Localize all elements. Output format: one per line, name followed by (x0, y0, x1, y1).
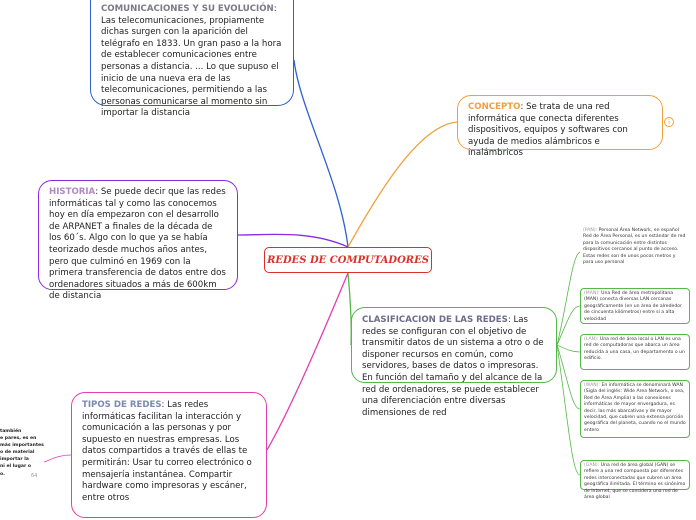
connector-comunicaciones (294, 60, 348, 247)
side-fragment-number: 64 (31, 473, 38, 479)
node-historia[interactable] (38, 180, 238, 302)
connector-concepto (348, 122, 457, 247)
side-fragment-line: e pares, es en (0, 436, 37, 442)
node-clasificacion[interactable] (351, 307, 557, 418)
subnode-gan[interactable] (580, 460, 690, 501)
node-tipos-body: : Las redes informáticas facilitan la interacción y comunicación a las personas y por supuesto en nuestras empresas. Los datos compartidos a través de ellas te permitirán: Usar tu correo electrónico o mensajería instantánea. Compartir hardware como impresoras y escáner, entre otros (82, 400, 252, 503)
connector-historia (238, 234, 348, 247)
node-clasificacion-body: : Las redes se configuran con el objetivo de transmitir datos de un sistema a otro o de disponer recursos en común, como servidores, bases de datos o impresoras. En función del tamaño y del alcance de la red de ordenadores, se puede establecer una diferenciación entre diversas dimensiones de red (362, 315, 544, 418)
subnode-man[interactable] (580, 288, 690, 324)
subnode-pan[interactable] (580, 226, 690, 278)
subnode-pan-text: Personal Área Network, en español Red de Área Personal, es un estándar de red para la comunicación entre distintos dispositivos cercanos al punto de acceso. Estas redes son de unos pocos metros y para uso personal (583, 228, 686, 266)
node-historia-heading: HISTORIA (49, 187, 96, 197)
subnode-gan-text: Una red de área global (GAN) se refiere a una red compuesta por diferentes redes interconectadas que cubren un área geográfica ilimitada. El término es sinónimo de Internet, que se considera una red de área global (584, 463, 686, 501)
node-tipos-heading: TIPOS DE REDES (82, 400, 162, 410)
subnode-wan-tag: (WAN): (584, 383, 601, 388)
connector-sub-4 (557, 345, 580, 409)
node-tipos[interactable] (71, 392, 267, 518)
info-icon[interactable]: i (664, 117, 674, 127)
subnode-lan[interactable] (580, 334, 690, 370)
node-concepto-heading: CONCEPTO (468, 102, 521, 112)
subnode-wan[interactable] (580, 380, 690, 438)
side-fragment-line: importar la (0, 457, 29, 463)
side-fragment-line: ni el lugar o (0, 464, 31, 470)
side-fragment-line: o de material (0, 450, 35, 456)
node-concepto[interactable] (457, 95, 663, 159)
side-fragment-line: también (0, 429, 22, 434)
subnode-man-tag: (MAN): (584, 291, 600, 296)
node-historia-body: : Se puede decir que las redes informáticas tal y como las conocemos hoy en día empezaron con el desarrollo de ARPANET a finales de la década de los 60´s. Algo con lo que ya se había teorizado desde muchos años antes, pero que culminó en 1969 con la primera transferencia de datos entre dos ordenadores situados a más de 600km de distancia (49, 187, 226, 302)
node-comunicaciones-body: : Las telecomunicaciones, propiamente dichas surgen con la aparición del telégrafo en 1833. Un gran paso a la hora de establecer comunicaciones entre personas a distancia. ... Lo que supuso el inicio de una nueva era de las telecomunicaciones, permitiendo a las personas comunicarse al momento sin importar la distancia (101, 4, 282, 119)
subnode-lan-tag: (LAN): (584, 337, 599, 342)
subnode-lan-text: Una red de área local o LAN es una red de computadoras que abarca un área reducida a una casa, un departamento o un edificio. (584, 337, 685, 362)
central-topic[interactable]: REDES DE COMPUTADORES (264, 247, 432, 273)
connector-tipos-side (44, 455, 71, 462)
subnode-wan-text: En informática se denominará WAN (Sigla del inglés: Wide Area Network, o sea, Red de Área Amplia) a las conexiones informáticas de mayor envergadura, es decir, las más abarcativas y de mayor velocidad, que cubren una extensa porción geográfica del planeta, cuando no el mundo entero (584, 383, 686, 433)
subnode-gan-tag: (GAN): (584, 463, 600, 468)
connector-sub-2 (557, 306, 580, 345)
connector-sub-3 (557, 345, 580, 352)
connector-sub-1 (557, 252, 580, 345)
connector-tipos (267, 273, 348, 450)
side-fragment[interactable] (0, 428, 44, 484)
node-clasificacion-heading: CLASIFICACION DE LAS REDES (362, 315, 508, 325)
node-comunicaciones[interactable] (90, 0, 294, 119)
subnode-man-text: Una Red de área metropolitana (MAN) conecta diversas LAN cercanas geográficamente (en un área de alrededor de cincuenta kilómetros) entre sí a alta velocidad (584, 291, 682, 322)
side-fragment-line: más importantes (0, 443, 44, 449)
subnode-pan-tag: (PAN): (583, 228, 598, 233)
side-fragment-line: o. (0, 471, 5, 477)
connector-sub-5 (557, 345, 580, 475)
node-comunicaciones-heading: COMUNICACIONES Y SU EVOLUCIÓN (101, 4, 274, 14)
node-concepto-body: : Se trata de una red informática que conecta diferentes dispositivos, equipos y softwares con ayuda de medios alámbricos e inalámbricos (468, 102, 628, 159)
